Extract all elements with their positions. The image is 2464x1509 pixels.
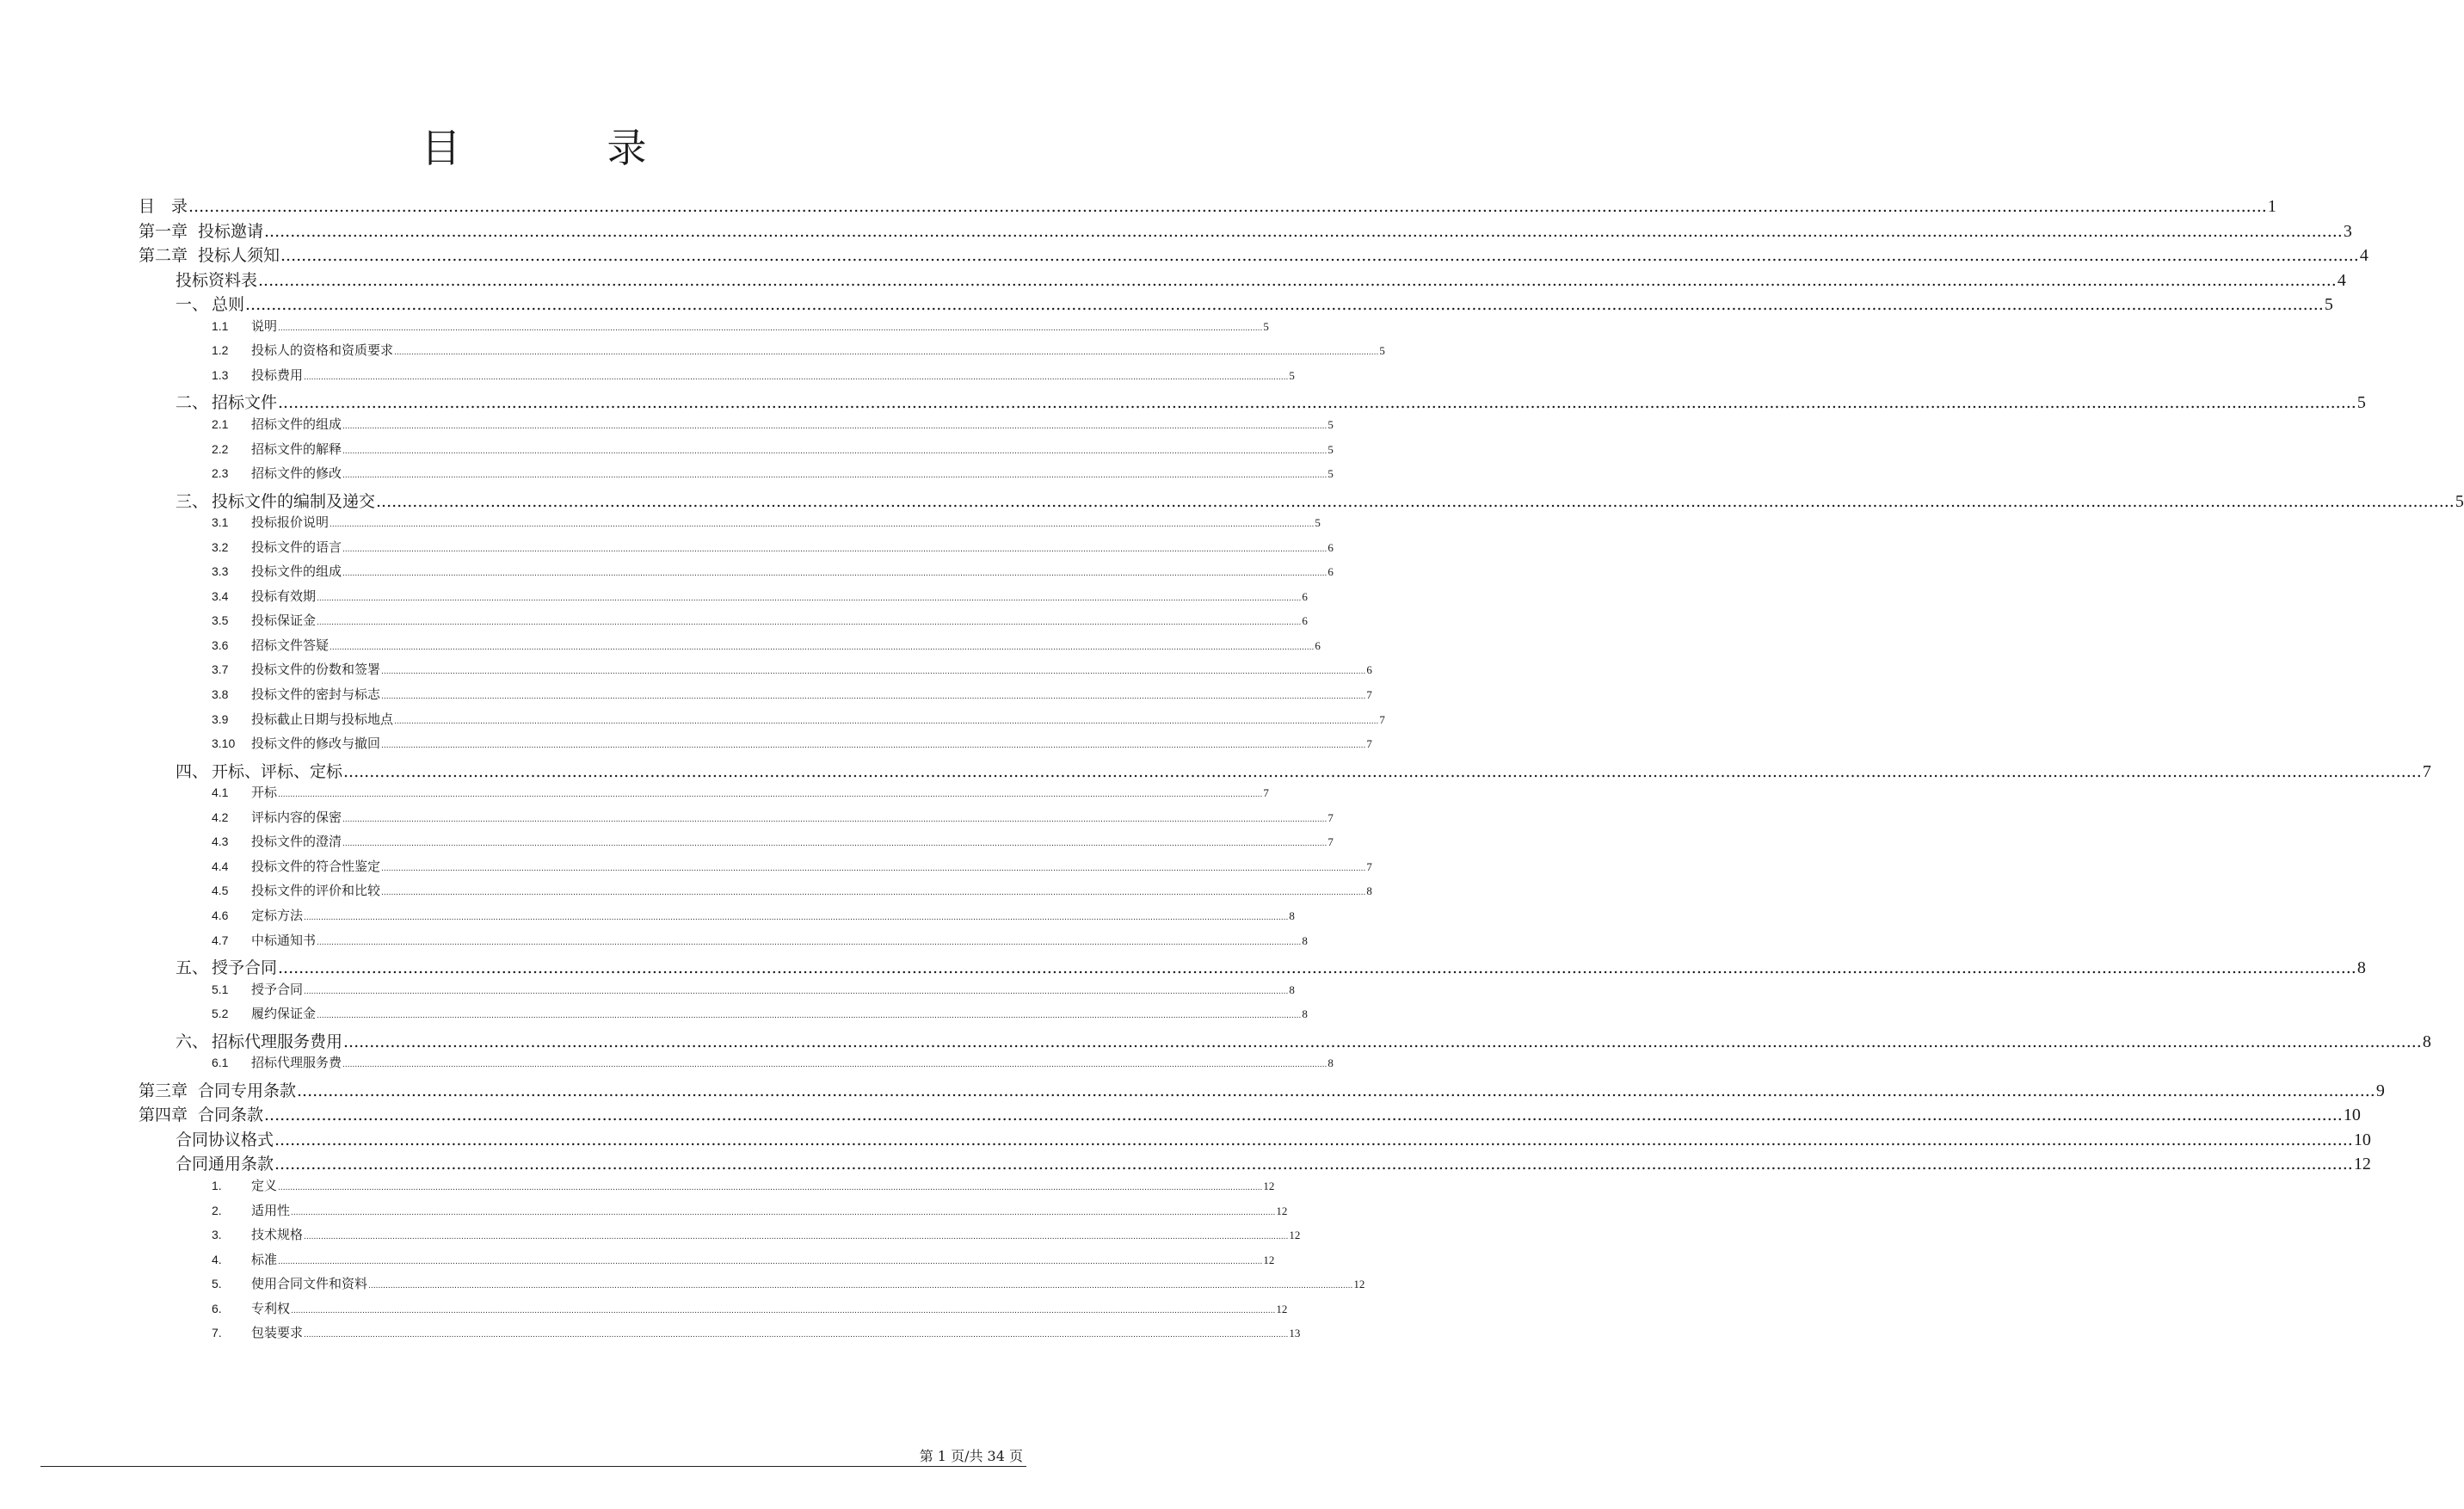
toc-entry-page: 8	[1302, 933, 1308, 947]
toc-entry[interactable]	[212, 685, 1372, 704]
toc-entry-label: 定标方法	[251, 907, 304, 923]
toc-leader-dots: ................................................................................................................................................................................................................................................................................................................................................................................................................	[304, 373, 1289, 382]
toc-entry-label: 履约保证金	[251, 1006, 317, 1022]
toc-entry[interactable]	[176, 489, 2464, 511]
toc-leader-dots: ................................................................................................................................................................................................................................................................................................................................................................................................................	[291, 1208, 1276, 1217]
toc-entry-label: 投标费用	[251, 366, 304, 383]
toc-leader-dots: ................................................................................................................................................................................................................................................................................................................................................................................................................	[264, 221, 2343, 241]
toc-entry-label: 招标代理服务费	[251, 1055, 342, 1071]
toc-entry-number: 六、	[176, 1032, 209, 1051]
toc-entry-label: 合同通用条款	[176, 1155, 274, 1174]
toc-entry-number: 4.4	[212, 859, 229, 873]
toc-entry-number: 四、	[176, 761, 209, 781]
toc-entry-label: 投标文件的符合性鉴定	[251, 858, 381, 874]
toc-entry-page: 5	[1263, 319, 1269, 333]
toc-entry-label: 招标文件	[212, 393, 278, 413]
toc-entry[interactable]	[212, 1201, 1288, 1220]
toc-entry[interactable]	[212, 415, 1334, 434]
toc-leader-dots: ................................................................................................................................................................................................................................................................................................................................................................................................................	[317, 938, 1302, 947]
toc-entry-page: 5	[2455, 491, 2464, 511]
toc-leader-dots: ................................................................................................................................................................................................................................................................................................................................................................................................................	[274, 1155, 2353, 1174]
toc-leader-dots: ................................................................................................................................................................................................................................................................................................................................................................................................................	[278, 1257, 1263, 1266]
toc-entry[interactable]	[176, 1151, 2371, 1174]
toc-leader-dots: ................................................................................................................................................................................................................................................................................................................................................................................................................	[376, 491, 2455, 511]
toc-entry[interactable]	[176, 1029, 2431, 1051]
toc-leader-dots: ................................................................................................................................................................................................................................................................................................................................................................................................................	[304, 913, 1289, 922]
toc-entry[interactable]	[212, 832, 1334, 851]
toc-entry-label: 中标通知书	[251, 932, 317, 948]
toc-entry-number: 1.	[212, 1179, 222, 1192]
toc-entry-page: 8	[1366, 884, 1372, 898]
toc-entry[interactable]	[212, 1250, 1275, 1269]
toc-leader-dots: ................................................................................................................................................................................................................................................................................................................................................................................................................	[245, 295, 2324, 315]
toc-entry[interactable]	[212, 317, 1269, 336]
toc-entry[interactable]	[212, 341, 1385, 360]
toc-entry-page: 12	[2353, 1155, 2371, 1174]
toc-entry-label: 专利权	[251, 1300, 291, 1316]
toc-entry[interactable]	[212, 1053, 1334, 1072]
toc-leader-dots: ................................................................................................................................................................................................................................................................................................................................................................................................................	[381, 742, 1366, 751]
toc-entry-number: 第一章	[139, 221, 188, 241]
toc-leader-dots: ................................................................................................................................................................................................................................................................................................................................................................................................................	[317, 1012, 1302, 1021]
toc-entry-label: 投标资料表	[176, 270, 258, 290]
toc-entry-number: 第三章	[139, 1081, 188, 1100]
toc-entry[interactable]	[212, 1004, 1308, 1023]
toc-entry-label: 总则	[212, 295, 245, 315]
toc-entry[interactable]	[212, 906, 1295, 925]
toc-entry-label: 投标文件的澄清	[251, 834, 342, 850]
toc-entry-label: 授予合同	[251, 981, 304, 997]
toc-entry[interactable]	[176, 268, 2346, 290]
toc-entry-page: 8	[1327, 1056, 1334, 1070]
toc-leader-dots: ................................................................................................................................................................................................................................................................................................................................................................................................................	[342, 545, 1327, 554]
toc-entry-number: 3.4	[212, 588, 229, 603]
toc-leader-dots: ................................................................................................................................................................................................................................................................................................................................................................................................................	[330, 520, 1315, 530]
toc-entry-number: 5.	[212, 1277, 222, 1291]
toc-entry-number: 3.1	[212, 515, 229, 530]
toc-entry-page: 7	[1366, 859, 1372, 873]
toc-entry-label: 投标人须知	[198, 246, 280, 266]
toc-entry-number: 三、	[176, 491, 209, 511]
toc-leader-dots: ................................................................................................................................................................................................................................................................................................................................................................................................................	[343, 1032, 2422, 1051]
toc-entry-page: 9	[2375, 1081, 2385, 1100]
toc-entry[interactable]	[212, 587, 1308, 606]
toc-entry-page: 6	[1315, 638, 1321, 652]
toc-entry-label: 合同条款	[198, 1106, 264, 1125]
toc-entry-number: 2.3	[212, 466, 229, 481]
toc-leader-dots: ................................................................................................................................................................................................................................................................................................................................................................................................................	[343, 761, 2422, 781]
toc-entry-page: 7	[1327, 835, 1334, 849]
toc-entry-page: 6	[1302, 614, 1308, 628]
toc-leader-dots: ................................................................................................................................................................................................................................................................................................................................................................................................................	[368, 1282, 1353, 1291]
toc-entry[interactable]	[212, 513, 1321, 532]
toc-entry[interactable]	[139, 194, 2276, 216]
toc-leader-dots: ................................................................................................................................................................................................................................................................................................................................................................................................................	[297, 1081, 2375, 1100]
toc-entry-page: 12	[1353, 1278, 1365, 1291]
toc-entry[interactable]	[212, 980, 1295, 999]
toc-entry[interactable]	[212, 636, 1321, 655]
toc-entry-label: 投标文件的密封与标志	[251, 687, 381, 702]
toc-entry-page: 7	[1327, 810, 1334, 824]
toc-entry[interactable]	[176, 759, 2431, 781]
toc-entry-page: 12	[1276, 1302, 1288, 1315]
toc-entry-label: 招标文件答疑	[251, 637, 330, 653]
toc-leader-dots: ................................................................................................................................................................................................................................................................................................................................................................................................................	[304, 1233, 1289, 1242]
toc-entry-number: 4.1	[212, 785, 229, 800]
toc-entry-number: 第二章	[139, 246, 188, 266]
toc-entry-number: 4.5	[212, 884, 229, 898]
toc-entry[interactable]	[212, 464, 1334, 483]
toc-leader-dots: ................................................................................................................................................................................................................................................................................................................................................................................................................	[342, 422, 1327, 431]
toc-leader-dots: ................................................................................................................................................................................................................................................................................................................................................................................................................	[317, 594, 1302, 603]
toc-entry-number: 3.6	[212, 637, 229, 652]
toc-entry-label: 合同专用条款	[198, 1081, 297, 1100]
toc-entry-page: 12	[1263, 1253, 1275, 1266]
toc-entry-page: 4	[2337, 270, 2346, 290]
toc-entry-page: 10	[2343, 1106, 2361, 1125]
toc-entry-label: 投标文件的组成	[251, 564, 342, 580]
toc-entry-number: 2.1	[212, 416, 229, 431]
toc-leader-dots: ................................................................................................................................................................................................................................................................................................................................................................................................................	[278, 791, 1263, 800]
page-title: 目 录	[421, 125, 700, 171]
toc-entry-label: 说明	[251, 317, 278, 334]
toc-entry-label: 使用合同文件和资料	[251, 1276, 368, 1292]
toc-entry-number: 3.5	[212, 613, 229, 628]
toc-entry[interactable]	[212, 611, 1308, 630]
toc-entry[interactable]	[212, 710, 1385, 729]
toc-entry-page: 10	[2353, 1130, 2371, 1149]
toc-entry-page: 7	[1263, 786, 1269, 800]
toc-entry-number: 3.7	[212, 662, 229, 677]
toc-leader-dots: ................................................................................................................................................................................................................................................................................................................................................................................................................	[304, 987, 1289, 996]
toc-entry[interactable]	[176, 1127, 2371, 1149]
toc-entry-page: 3	[2343, 221, 2352, 241]
toc-entry-page: 8	[2422, 1032, 2431, 1051]
toc-entry-page: 7	[1379, 712, 1385, 726]
toc-entry[interactable]	[212, 538, 1334, 557]
toc-entry-label: 投标文件的修改与撤回	[251, 736, 381, 752]
toc-leader-dots: ................................................................................................................................................................................................................................................................................................................................................................................................................	[258, 270, 2337, 290]
toc-entry-page: 5	[1379, 344, 1385, 358]
toc-entry-page: 6	[1327, 540, 1334, 554]
toc-entry[interactable]	[139, 1102, 2361, 1125]
toc-leader-dots: ................................................................................................................................................................................................................................................................................................................................................................................................................	[381, 889, 1366, 898]
toc-entry-number: 4.7	[212, 933, 229, 947]
toc-leader-dots: ................................................................................................................................................................................................................................................................................................................................................................................................................	[394, 717, 1379, 726]
toc-entry[interactable]	[139, 1078, 2385, 1100]
toc-entry-number: 3.3	[212, 564, 229, 579]
toc-entry-label: 定义	[251, 1178, 278, 1193]
toc-entry-label: 投标文件的编制及递交	[212, 491, 376, 511]
toc-entry-label: 招标文件的解释	[251, 440, 342, 457]
toc-leader-dots: ................................................................................................................................................................................................................................................................................................................................................................................................................	[342, 1061, 1327, 1070]
toc-leader-dots: ................................................................................................................................................................................................................................................................................................................................................................................................................	[188, 197, 2267, 216]
toc-entry-number: 3.2	[212, 539, 229, 554]
toc-entry[interactable]	[139, 219, 2352, 241]
toc-entry-page: 12	[1289, 1229, 1301, 1242]
toc-entry-label: 投标截止日期与投标地点	[251, 711, 394, 727]
toc-entry-page: 6	[1327, 565, 1334, 579]
toc-entry-label: 投标文件的评价和比较	[251, 883, 381, 899]
toc-entry-page: 6	[1302, 589, 1308, 603]
toc-entry-number: 第四章	[139, 1106, 188, 1125]
toc-entry-label: 标准	[251, 1251, 278, 1267]
toc-entry-label: 技术规格	[251, 1227, 304, 1243]
toc-entry[interactable]	[212, 881, 1372, 900]
toc-entry-label: 开标	[251, 785, 278, 801]
toc-entry[interactable]	[212, 783, 1269, 802]
toc-entry-label: 投标邀请	[198, 221, 264, 241]
toc-entry[interactable]	[212, 1274, 1365, 1293]
toc-leader-dots: ................................................................................................................................................................................................................................................................................................................................................................................................................	[381, 864, 1366, 873]
toc-entry-label: 授予合同	[212, 958, 278, 978]
toc-leader-dots: ................................................................................................................................................................................................................................................................................................................................................................................................................	[342, 815, 1327, 824]
toc-entry-label: 投标文件的语言	[251, 539, 342, 555]
toc-entry-label: 投标人的资格和资质要求	[251, 342, 394, 359]
toc-entry-page: 5	[1327, 467, 1334, 481]
toc-entry[interactable]	[212, 1323, 1301, 1342]
toc-entry[interactable]	[212, 857, 1372, 876]
toc-entry-number: 3.	[212, 1228, 222, 1242]
toc-entry-number: 2.	[212, 1203, 222, 1217]
toc-entry-label: 包装要求	[251, 1325, 304, 1341]
toc-leader-dots: ................................................................................................................................................................................................................................................................................................................................................................................................................	[264, 1106, 2343, 1125]
toc-entry-page: 5	[2324, 295, 2333, 315]
toc-entry[interactable]	[176, 292, 2333, 315]
toc-entry-number: 4.6	[212, 908, 229, 922]
toc-entry[interactable]	[212, 1176, 1275, 1195]
toc-entry-number: 一、	[176, 295, 209, 315]
toc-entry-number: 二、	[176, 393, 209, 413]
toc-leader-dots: ................................................................................................................................................................................................................................................................................................................................................................................................................	[342, 447, 1327, 456]
toc-leader-dots: ................................................................................................................................................................................................................................................................................................................................................................................................................	[342, 840, 1327, 849]
toc-entry-number: 目 录	[139, 197, 188, 216]
toc-entry-page: 5	[2356, 393, 2366, 413]
page-footer: 第 1 页/共 34 页	[919, 1448, 1023, 1464]
footer-divider	[40, 1466, 1026, 1467]
toc-entry[interactable]	[212, 440, 1334, 459]
toc-entry-page: 12	[1263, 1179, 1275, 1192]
toc-leader-dots: ................................................................................................................................................................................................................................................................................................................................................................................................................	[394, 348, 1379, 358]
toc-entry-page: 4	[2359, 246, 2369, 266]
toc-entry-number: 2.2	[212, 441, 229, 456]
toc-leader-dots: ................................................................................................................................................................................................................................................................................................................................................................................................................	[342, 471, 1327, 481]
toc-entry-number: 4.3	[212, 835, 229, 849]
toc-entry[interactable]	[212, 660, 1372, 679]
toc-entry-number: 3.10	[212, 736, 236, 751]
toc-entry[interactable]	[212, 366, 1295, 385]
toc-entry-number: 1.3	[212, 367, 229, 382]
toc-leader-dots: ................................................................................................................................................................................................................................................................................................................................................................................................................	[342, 570, 1327, 579]
toc-entry-number: 3.8	[212, 687, 229, 701]
toc-entry-label: 投标报价说明	[251, 514, 330, 531]
toc-entry-number: 4.2	[212, 810, 229, 824]
toc-entry[interactable]	[212, 1299, 1288, 1318]
toc-entry-label: 适用性	[251, 1202, 291, 1218]
toc-entry-number: 7.	[212, 1326, 222, 1340]
toc-entry[interactable]	[212, 562, 1334, 581]
toc-leader-dots: ................................................................................................................................................................................................................................................................................................................................................................................................................	[381, 668, 1366, 677]
toc-leader-dots: ................................................................................................................................................................................................................................................................................................................................................................................................................	[278, 393, 2356, 413]
toc-entry-page: 12	[1276, 1204, 1288, 1217]
toc-leader-dots: ................................................................................................................................................................................................................................................................................................................................................................................................................	[291, 1306, 1276, 1315]
toc-entry-label: 开标、评标、定标	[212, 761, 343, 781]
toc-entry-label: 投标保证金	[251, 613, 317, 629]
toc-entry-page: 8	[1289, 982, 1295, 996]
toc-leader-dots: ................................................................................................................................................................................................................................................................................................................................................................................................................	[278, 958, 2356, 978]
toc-entry[interactable]	[212, 808, 1334, 827]
toc-entry-label: 招标代理服务费用	[212, 1032, 343, 1051]
toc-entry-page: 8	[1302, 1007, 1308, 1021]
toc-entry-number: 五、	[176, 958, 209, 978]
toc-entry-number: 1.2	[212, 343, 229, 358]
toc-entry[interactable]	[212, 931, 1308, 950]
toc-entry-page: 13	[1289, 1327, 1301, 1340]
toc-entry-page: 5	[1315, 516, 1321, 530]
toc-entry-page: 8	[2356, 958, 2366, 978]
toc-entry[interactable]	[176, 955, 2366, 978]
toc-leader-dots: ................................................................................................................................................................................................................................................................................................................................................................................................................	[330, 643, 1315, 652]
toc-entry[interactable]	[212, 1225, 1301, 1244]
toc-entry-label: 合同协议格式	[176, 1130, 274, 1149]
toc-leader-dots: ................................................................................................................................................................................................................................................................................................................................................................................................................	[304, 1331, 1289, 1340]
toc-entry-label: 招标文件的修改	[251, 465, 342, 482]
toc-leader-dots: ................................................................................................................................................................................................................................................................................................................................................................................................................	[317, 619, 1302, 628]
toc-entry-page: 7	[1366, 737, 1372, 751]
toc-entry-number: 5.1	[212, 982, 229, 996]
toc-leader-dots: ................................................................................................................................................................................................................................................................................................................................................................................................................	[278, 323, 1263, 333]
toc-entry-number: 6.1	[212, 1056, 229, 1070]
toc-leader-dots: ................................................................................................................................................................................................................................................................................................................................................................................................................	[274, 1130, 2353, 1149]
toc-entry-number: 3.9	[212, 711, 229, 726]
toc-entry-page: 5	[1327, 442, 1334, 456]
toc-leader-dots: ................................................................................................................................................................................................................................................................................................................................................................................................................	[381, 693, 1366, 701]
toc-entry-page: 7	[2422, 761, 2431, 781]
toc-entry-page: 8	[1289, 908, 1295, 922]
toc-entry[interactable]	[212, 734, 1372, 753]
toc-leader-dots: ................................................................................................................................................................................................................................................................................................................................................................................................................	[280, 246, 2359, 266]
toc-entry[interactable]	[139, 243, 2369, 266]
toc-entry-number: 4.	[212, 1252, 222, 1266]
toc-entry-number: 5.2	[212, 1007, 229, 1021]
toc-entry[interactable]	[176, 390, 2366, 413]
toc-entry-page: 5	[1327, 417, 1334, 431]
toc-entry-page: 1	[2267, 197, 2276, 216]
toc-leader-dots: ................................................................................................................................................................................................................................................................................................................................................................................................................	[278, 1184, 1263, 1192]
toc-entry-page: 7	[1366, 688, 1372, 701]
toc-entry-label: 招标文件的组成	[251, 416, 342, 432]
toc-entry-page: 6	[1366, 663, 1372, 677]
toc-entry-label: 投标文件的份数和签署	[251, 662, 381, 678]
toc-entry-page: 5	[1289, 368, 1295, 382]
toc-entry-number: 1.1	[212, 318, 229, 333]
toc-entry-number: 6.	[212, 1301, 222, 1315]
toc-entry-label: 投标有效期	[251, 588, 317, 604]
toc-entry-label: 评标内容的保密	[251, 809, 342, 825]
